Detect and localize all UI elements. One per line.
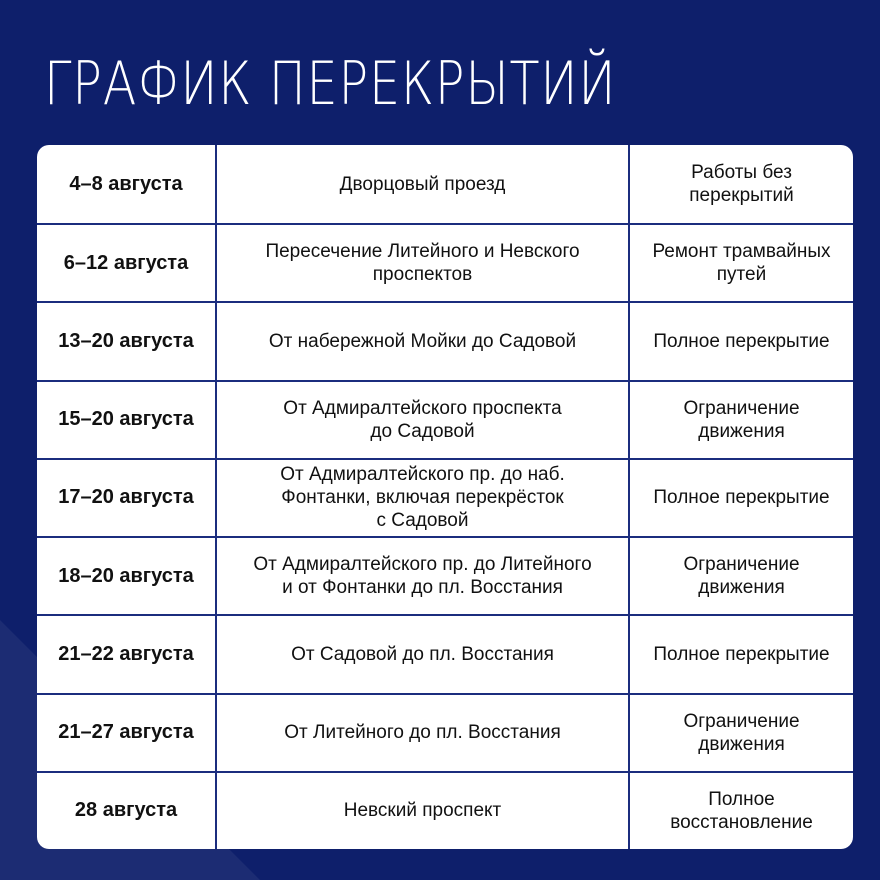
table-row xyxy=(37,380,853,458)
status-cell: Полное перекрытие xyxy=(628,460,853,536)
date-cell: 15–20 августа xyxy=(58,408,194,431)
location-cell: От Адмиралтейского пр. до наб. Фонтанки, включая перекрёсток с Садовой xyxy=(215,460,628,536)
status-cell: Полное восстановление xyxy=(628,773,853,849)
page-title: ГРАФИК ПЕРЕКРЫТИЙ xyxy=(44,49,617,119)
date-cell: 6–12 августа xyxy=(63,251,189,274)
location-cell: От Адмиралтейского пр. до Литейного и от Фонтанки до пл. Восстания xyxy=(215,538,628,614)
location-cell: Пересечение Литейного и Невского проспектов xyxy=(215,225,628,301)
location-cell: От Садовой до пл. Восстания xyxy=(215,616,628,692)
table-row xyxy=(37,693,853,771)
table-row xyxy=(37,771,853,849)
location-cell: Невский проспект xyxy=(215,773,628,849)
status-cell: Ремонт трамвайных путей xyxy=(628,225,853,301)
status-cell: Ограничение движения xyxy=(628,695,853,771)
table-row xyxy=(37,614,853,692)
status-cell: Полное перекрытие xyxy=(628,303,853,379)
date-cell: 21–27 августа xyxy=(58,721,194,744)
location-cell: Дворцовый проезд xyxy=(215,145,628,223)
date-cell: 17–20 августа xyxy=(58,486,194,509)
date-cell: 21–22 августа xyxy=(58,642,194,665)
date-cell: 13–20 августа xyxy=(58,330,194,353)
location-cell: От Литейного до пл. Восстания xyxy=(215,695,628,771)
status-cell: Работы без перекрытий xyxy=(628,145,853,223)
location-cell: От набережной Мойки до Садовой xyxy=(215,303,628,379)
table-row xyxy=(37,301,853,379)
table-row xyxy=(37,458,853,536)
schedule-table xyxy=(37,145,853,849)
date-cell: 28 августа xyxy=(74,799,178,822)
status-cell: Полное перекрытие xyxy=(628,616,853,692)
date-cell: 4–8 августа xyxy=(69,172,183,195)
table-row xyxy=(37,536,853,614)
table-row xyxy=(37,223,853,301)
date-cell: 18–20 августа xyxy=(58,564,194,587)
table-row xyxy=(37,145,853,223)
status-cell: Ограничение движения xyxy=(628,382,853,458)
status-cell: Ограничение движения xyxy=(628,538,853,614)
location-cell: От Адмиралтейского проспекта до Садовой xyxy=(215,382,628,458)
